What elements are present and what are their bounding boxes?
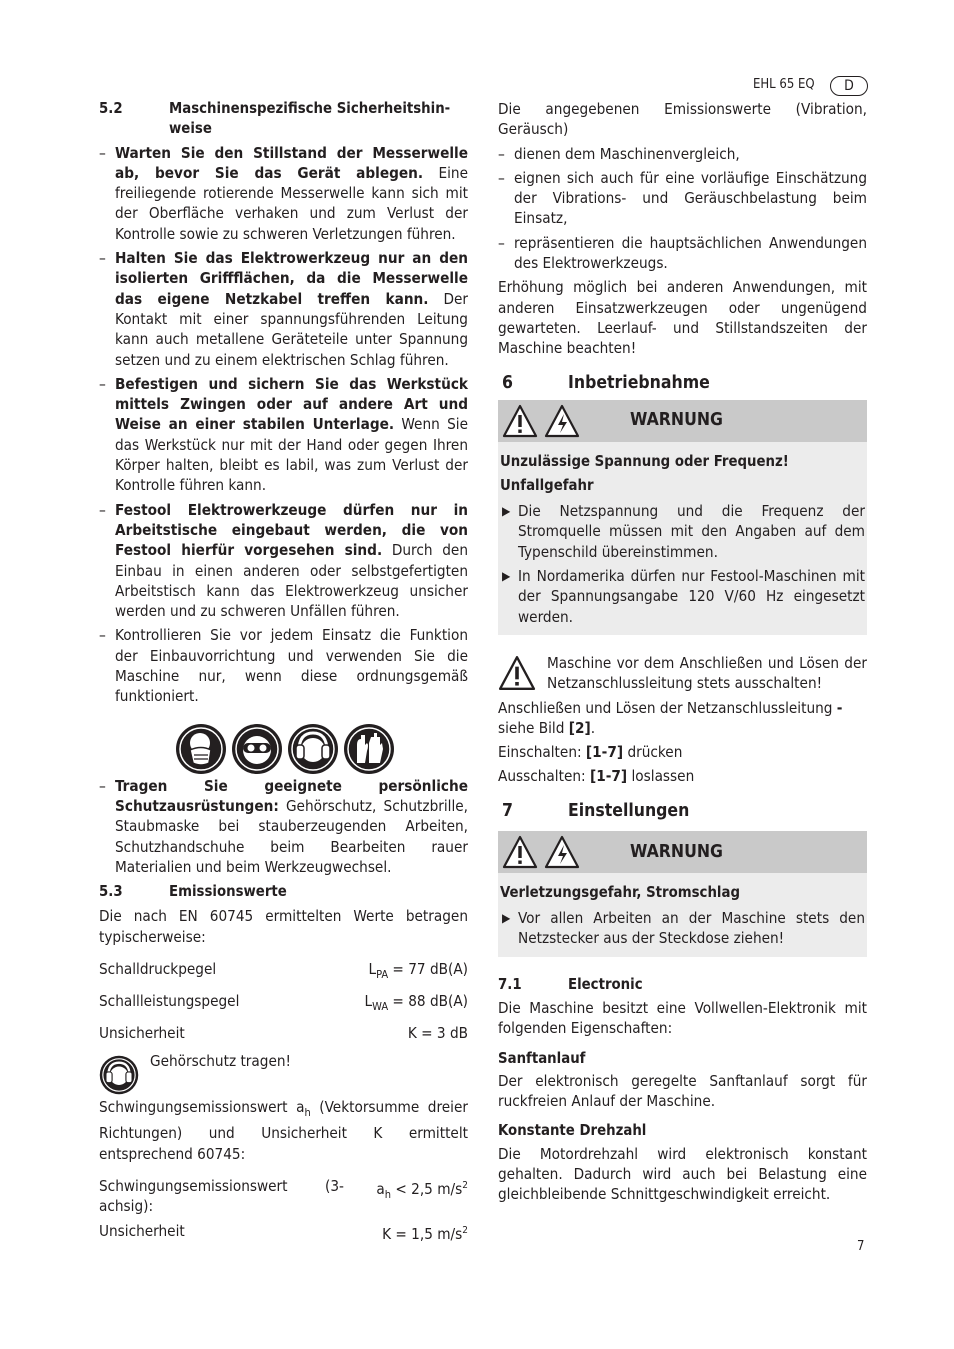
emission-item-3: – repräsentieren die hauptsächlichen Anwendungen des Elektrowerkzeugs. xyxy=(498,233,867,273)
ear-protection-icon xyxy=(99,1055,139,1095)
warning-header: WARNUNG xyxy=(498,400,867,442)
safety-item-5: – Kontrollieren Sie vor jedem Einsatz die Funktion der Einbauvorrichtung und verwenden Sie die Maschine nur, wenn diese ordnungsgemäß funktioniert. xyxy=(99,626,468,706)
section-5-2-heading: 5.2 Maschinenspezifische Sicherheitshin- weise xyxy=(99,100,451,138)
soft-start-text: Der elektronisch geregelte Sanftanlauf sorgt für ruckfreien Anlauf der Maschine. xyxy=(498,1071,867,1111)
vibration-uncertainty-row: Unsicherheit K = 1,5 $m/s^2$ xyxy=(99,1222,468,1244)
warning-box-voltage: WARNUNG Unzulässige Spannung oder Frequenz! Unfallgefahr ▶ Die Netzspannung und die Frequenz der Stromquelle müssen mit den Angaben auf dem Typenschild übereinstimmen. ▶ In Nordamerika dürfen nur Festool-Maschinen mit der Spannungsangabe 120 V/60 Hz eingesetzt werden. xyxy=(498,400,867,635)
warning-bullet: ▶ Vor allen Arbeiten an der Maschine stets den Netzstecker aus der Steckdose ziehen! xyxy=(502,909,865,948)
safety-item-6: – Tragen Sie geeignete persönliche Schutzausrüstungen: Gehörschutz, Schutzbrille, Staubmaske bei stauberzeugenden Arbeiten, Schutzhandschuhe beim Bearbeiten rauer Materialien und beim Werkzeugwechsel. xyxy=(99,776,468,876)
emission-intro: Die nach EN 60745 ermittelten Werte betragen typischerweise: xyxy=(99,907,468,946)
section-6-heading: 6 Inbetriebnahme xyxy=(502,372,710,393)
right-column xyxy=(498,99,867,1205)
soft-start-heading: Sanftanlauf xyxy=(498,1049,586,1067)
warning-header: WARNUNG xyxy=(498,831,867,873)
noise-row: Schalldruckpegel $L_{PA} = 77$ dB(A) xyxy=(99,959,468,982)
vibration-row: Schwingungsemissionswert (3-achsig): $a_h < 2,5$ $m/s^2$ xyxy=(99,1176,468,1216)
dust-mask-icon xyxy=(175,723,227,775)
ppe-icons xyxy=(175,723,468,775)
constant-speed-heading: Konstante Drehzahl xyxy=(498,1122,647,1140)
electric-shock-icon xyxy=(544,835,580,869)
page-number: 7 xyxy=(857,1239,865,1254)
noise-row: Schallleistungspegel $L_{WA} = 88$ dB(A) xyxy=(99,992,468,1014)
safety-item-2: – Halten Sie das Elektrowerkzeug nur an den isolierten Griffflächen, da die Messerwelle das eigene Netzkabel treffen kann. Der Kontakt mit einer spannungsführenden Leitung kann auch metallene Geräteteile unter Spannung setzen und zu einem elektrischen Schlag führen. xyxy=(99,249,469,369)
noise-values xyxy=(99,959,468,1043)
gloves-icon xyxy=(343,723,395,775)
section-7-heading: 7 Einstellungen xyxy=(502,800,690,821)
hearing-protection-note: Gehörschutz tragen! xyxy=(99,1055,468,1095)
warning-triangle-icon xyxy=(498,655,536,691)
switch-on-note: Einschalten: [1-7] drücken xyxy=(498,743,683,762)
ear-protection-icon xyxy=(287,723,339,775)
constant-speed-text: Die Motordrehzahl wird elektronisch konstant gehalten. Dadurch wird auch bei Belastung eine gleichbleibende Schnittgeschwindigkeit erreicht. xyxy=(498,1144,867,1204)
safety-item-1: – Warten Sie den Stillstand der Messerwelle ab, bevor Sie das Gerät ablegen. Eine freiliegende rotierende Messerwelle kann sich mit der Oberfläche verhaken und zum Verlust der Kontrolle sowie zu schweren Verletzungen führen. xyxy=(99,143,468,243)
warning-triangle-icon xyxy=(502,404,538,438)
section-7-1-heading: 7.1 Electronic xyxy=(498,975,643,993)
caution-note: Maschine vor dem Anschließen und Lösen der Netzanschlussleitung stets ausschalten! xyxy=(498,653,867,694)
warning-bullet: ▶ Die Netzspannung und die Frequenz der Stromquelle müssen mit den Angaben auf dem Typenschild übereinstimmen. xyxy=(502,502,865,561)
language-badge: D xyxy=(830,76,868,96)
connection-note: Anschließen und Lösen der Netzanschlussleitung - siehe Bild [2]. xyxy=(498,698,843,737)
warning-bullet: ▶ In Nordamerika dürfen nur Festool-Maschinen mit der Spannungsangabe 120 V/60 Hz eingesetzt werden. xyxy=(502,567,865,626)
electric-shock-icon xyxy=(544,404,580,438)
warning-triangle-icon xyxy=(502,835,538,869)
emission-values-text: Die angegebenen Emissionswerte (Vibration, Geräusch) xyxy=(498,100,867,139)
switch-off-note: Ausschalten: [1-7] loslassen xyxy=(498,767,695,786)
emission-item-1: – dienen dem Maschinenvergleich, xyxy=(498,144,740,163)
left-column xyxy=(99,99,468,1245)
safety-item-3: – Befestigen und sichern Sie das Werkstück mittels Zwingen oder auf andere Art und Weise an einer stabilen Unterlage. Wenn Sie das Werkstück nur mit der Hand oder gegen Ihren Körper halten, bleibt es labil, was zum Verlust der Kontrolle führen kann. xyxy=(99,374,468,495)
section-5-3-heading: 5.3 Emissionswerte xyxy=(99,883,287,901)
warning-box-shock: WARNUNG Verletzungsgefahr, Stromschlag ▶ Vor allen Arbeiten an der Maschine stets den Netzstecker aus der Steckdose ziehen! xyxy=(498,831,867,957)
vibration-intro: Schwingungsemissionswert $a_h$ (Vektorsumme dreier Richtungen) und Unsicherheit K ermittelt entsprechend 60745: xyxy=(99,1097,468,1163)
model-name: EHL 65 EQ xyxy=(753,77,815,92)
emission-item-2: – eignen sich auch für eine vorläufige Einschätzung der Vibrations- und Geräuschbelastung beim Einsatz, xyxy=(498,168,867,228)
safety-goggles-icon xyxy=(231,723,283,775)
page-header xyxy=(753,76,854,94)
safety-item-4: – Festool Elektrowerkzeuge dürfen nur in Arbeitstische eingebaut werden, die von Festool hierfür vorgesehen sind. Durch den Einbau in einen anderen oder selbstgefertigten Arbeitstisch kann das Elektrowerkzeug unsicher werden und zu schweren Unfällen führen. xyxy=(99,500,468,621)
electronic-text: Die Maschine besitzt eine Vollwellen-Elektronik mit folgenden Eigenschaften: xyxy=(498,998,867,1038)
increase-note: Erhöhung möglich bei anderen Anwendungen, mit anderen Einsatzwerkzeugen oder ungenügend gewarteten. Leerlauf- und Stillstandszeiten der Maschine beachten! xyxy=(498,278,867,358)
noise-row: Unsicherheit K = 3 dB xyxy=(99,1023,468,1042)
